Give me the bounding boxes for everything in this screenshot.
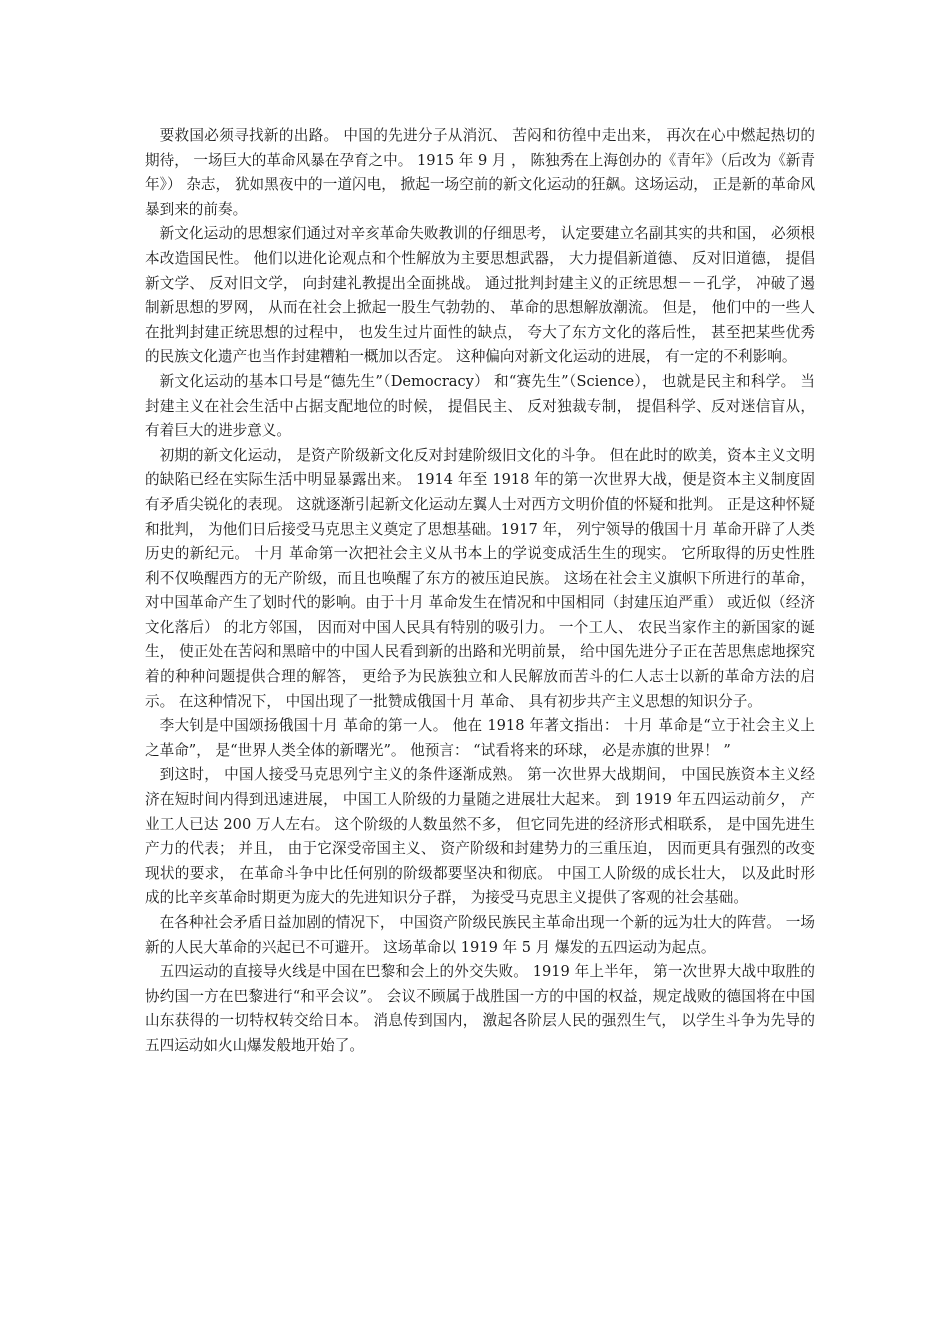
paragraph-6: 到这时， 中国人接受马克思列宁主义的条件逐渐成熟。 第一次世界大战期间， 中国民族资本主义经济在短时间内得到迅速进展， 中国工人阶级的力量随之进展壮大起来。 到 1919 年五四运动前夕， 产业工人已达 200 万人左右。 这个阶级的人数虽然不多， 但它同先进的经济形式相联系， 是中国先进生产力的代表； 并且， 由于它深受帝国主义、 资产阶级和封建势力的三重压迫， 因而更具有强烈的改变现状的要求， 在革命斗争中比任何别的阶级都要坚决和彻底。 中国工人阶级的成长壮大， 以及此时形成的比辛亥革命时期更为庞大的先进知识分子群， 为接受马克思主义提供了客观的社会基础。 (145, 766, 815, 907)
paragraph-1: 要救国必须寻找新的出路。 中国的先进分子从消沉、 苦闷和彷徨中走出来， 再次在心中燃起热切的期待， 一场巨大的革命风暴在孕育之中。 1915 年 9 月 ， 陈独秀在上海创办的《青年》（后改为《新青年》） 杂志， 犹如黑夜中的一道闪电， 掀起一场空前的新文化运动的狂飙。这场运动， 正是新的革命风暴到来的前奏。 (145, 127, 815, 218)
paragraph-7: 在各种社会矛盾日益加剧的情况下， 中国资产阶级民族民主革命出现一个新的远为壮大的阵营。 一场新的人民大革命的兴起已不可避开。 这场革命以 1919 年 5 月 爆发的五四运动为起点。 (145, 914, 815, 956)
paragraph-2: 新文化运动的思想家们通过对辛亥革命失败教训的仔细思考， 认定要建立名副其实的共和国， 必须根本改造国民性。 他们以进化论观点和个性解放为主要思想武器， 大力提倡新道德、 反对旧道德， 提倡新文学、 反对旧文学， 向封建礼教提出全面挑战。 通过批判封建主义的正统思想－－孔学， 冲破了遏制新思想的罗网， 从而在社会上掀起一股生气勃勃的、 革命的思想解放潮流。 但是， 他们中的一些人在批判封建正统思想的过程中， 也发生过片面性的缺点， 夸大了东方文化的落后性， 甚至把某些优秀的民族文化遗产也当作封建糟粕一概加以否定。 这种偏向对新文化运动的进展， 有一定的不利影响。 (145, 225, 815, 366)
paragraph-5: 李大钊是中国颂扬俄国十月 革命的第一人。 他在 1918 年著文指出： 十月 革命是“立于社会主义上之革命”， 是“世界人类全体的新曙光”。 他预言： “试看将来的环球， 必是赤旗的世界！ ” (145, 717, 815, 759)
paragraph-4: 初期的新文化运动， 是资产阶级新文化反对封建阶级旧文化的斗争。 但在此时的欧美，资本主义文明的缺陷已经在实际生活中明显暴露出来。 1914 年至 1918 年的第一次世界大战，便是资本主义制度固有矛盾尖锐化的表现。 这就逐渐引起新文化运动左翼人士对西方文明价值的怀疑和批判。 正是这种怀疑和批判， 为他们日后接受马克思主义奠定了思想基础。1917 年， 列宁领导的俄国十月 革命开辟了人类历史的新纪元。 十月 革命第一次把社会主义从书本上的学说变成活生生的现实。 它所取得的历史性胜利不仅唤醒西方的无产阶级，而且也唤醒了东方的被压迫民族。 这场在社会主义旗帜下所进行的革命， 对中国革命产生了划时代的影响。由于十月 革命发生在情况和中国相同（封建压迫严重） 或近似（经济文化落后） 的北方邻国， 因而对中国人民具有特别的吸引力。 一个工人、 农民当家作主的新国家的诞生， 使正处在苦闷和黑暗中的中国人民看到新的出路和光明前景， 给中国先进分子正在苦思焦虑地探究着的种种问题提供合理的解答， 更给予为民族独立和人民解放而苦斗的仁人志士以新的革命方法的启示。 在这种情况下， 中国出现了一批赞成俄国十月 革命、 具有初步共产主义思想的知识分子。 (145, 446, 815, 710)
paragraph-8: 五四运动的直接导火线是中国在巴黎和会上的外交失败。 1919 年上半年， 第一次世界大战中取胜的协约国一方在巴黎进行“和平会议”。 会议不顾属于战胜国一方的中国的权益，规定战败的德国将在中国山东获得的一切特权转交给日本。 消息传到国内， 激起各阶层人民的强烈生气， 以学生斗争为先导的五四运动如火山爆发般地开始了。 (145, 963, 815, 1054)
body-text (145, 124, 815, 1059)
paragraph-3: 新文化运动的基本口号是“德先生”（Democracy） 和“赛先生”（Science）， 也就是民主和科学。 当封建主义在社会生活中占据支配地位的时候， 提倡民主、 反对独裁专制， 提倡科学、反对迷信盲从， 有着巨大的进步意义。 (145, 372, 815, 440)
